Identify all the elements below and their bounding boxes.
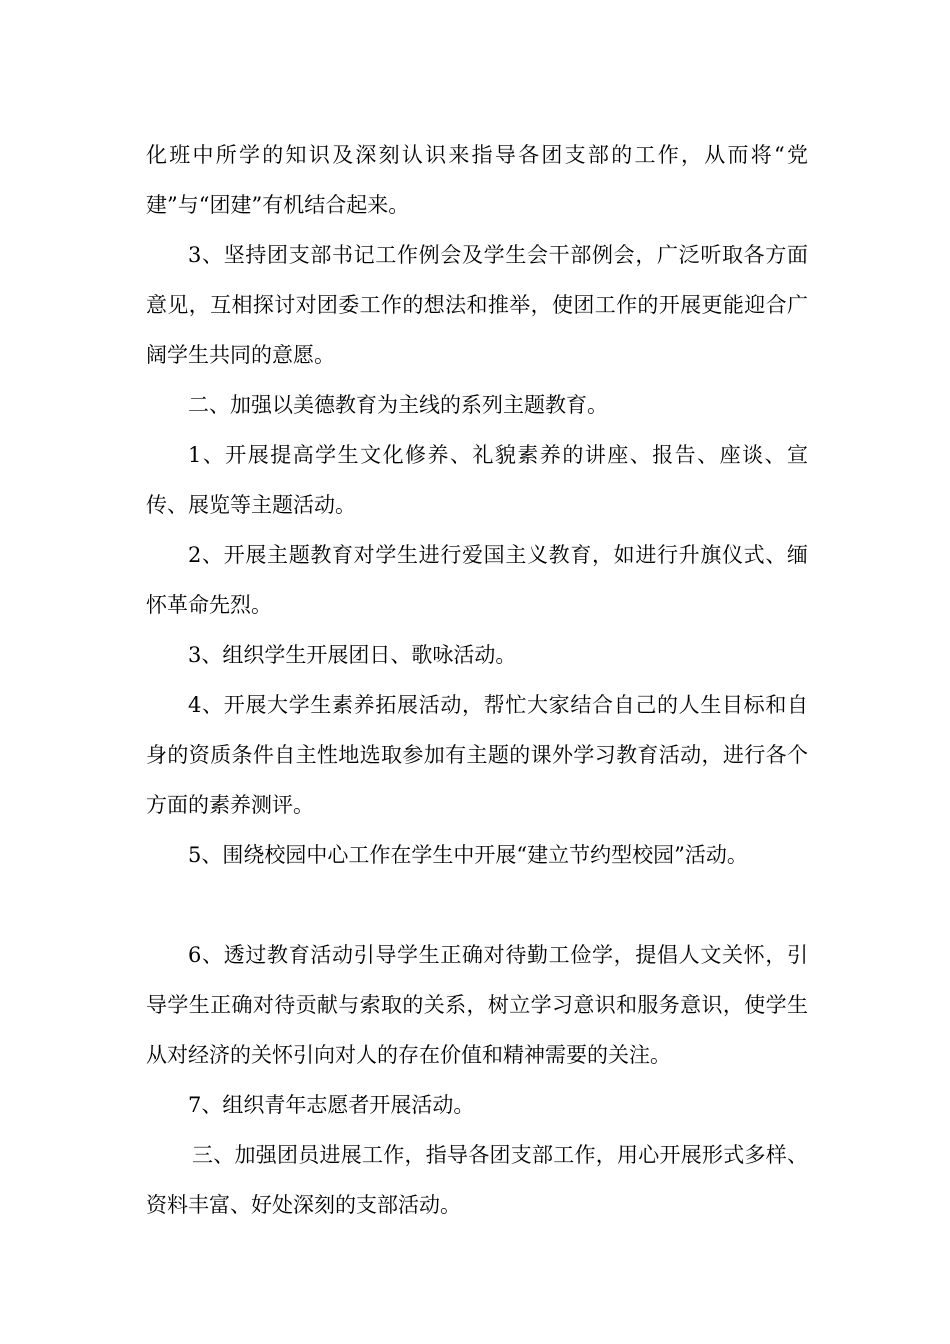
paragraph-item-3-meetings: 3、坚持团支部书记工作例会及学生会干部例会，广泛听取各方面意见，互相探讨对团委工作的想法和推举，使团工作的开展更能迎合广阔学生共同的意愿。 xyxy=(146,243,808,367)
paragraph-item-7-volunteers: 7、组织青年志愿者开展活动。 xyxy=(188,1093,475,1117)
paragraph-item-2-patriotism: 2、开展主题教育对学生进行爱国主义教育，如进行升旗仪式、缅怀革命先烈。 xyxy=(146,543,808,617)
section-heading-three: 三、加强团员进展工作，指导各团支部工作，用心开展形式多样、资料丰富、好处深刻的支部活动。 xyxy=(146,1143,808,1217)
paragraph-item-4-quality: 4、开展大学生素养拓展活动，帮忙大家结合自己的人生目标和自身的资质条件自主性地选取参加有主题的课外学习教育活动，进行各个方面的素养测评。 xyxy=(146,693,808,817)
paragraph-item-3-activities: 3、组织学生开展团日、歌咏活动。 xyxy=(188,643,517,667)
paragraph-item-5-campus: 5、围绕校园中心工作在学生中开展“建立节约型校园”活动。 xyxy=(188,843,748,867)
paragraph-continuation: 化班中所学的知识及深刻认识来指导各团支部的工作，从而将“党建”与“团建”有机结合起来。 xyxy=(146,143,808,217)
document-body xyxy=(146,130,808,1230)
section-heading-two: 二、加强以美德教育为主线的系列主题教育。 xyxy=(188,393,608,417)
paragraph-item-1-lectures: 1、开展提高学生文化修养、礼貌素养的讲座、报告、座谈、宣传、展览等主题活动。 xyxy=(146,443,808,517)
paragraph-item-6-guidance: 6、透过教育活动引导学生正确对待勤工俭学，提倡人文关怀，引导学生正确对待贡献与索取的关系，树立学习意识和服务意识，使学生从对经济的关怀引向对人的存在价值和精神需要的关注。 xyxy=(146,943,808,1067)
